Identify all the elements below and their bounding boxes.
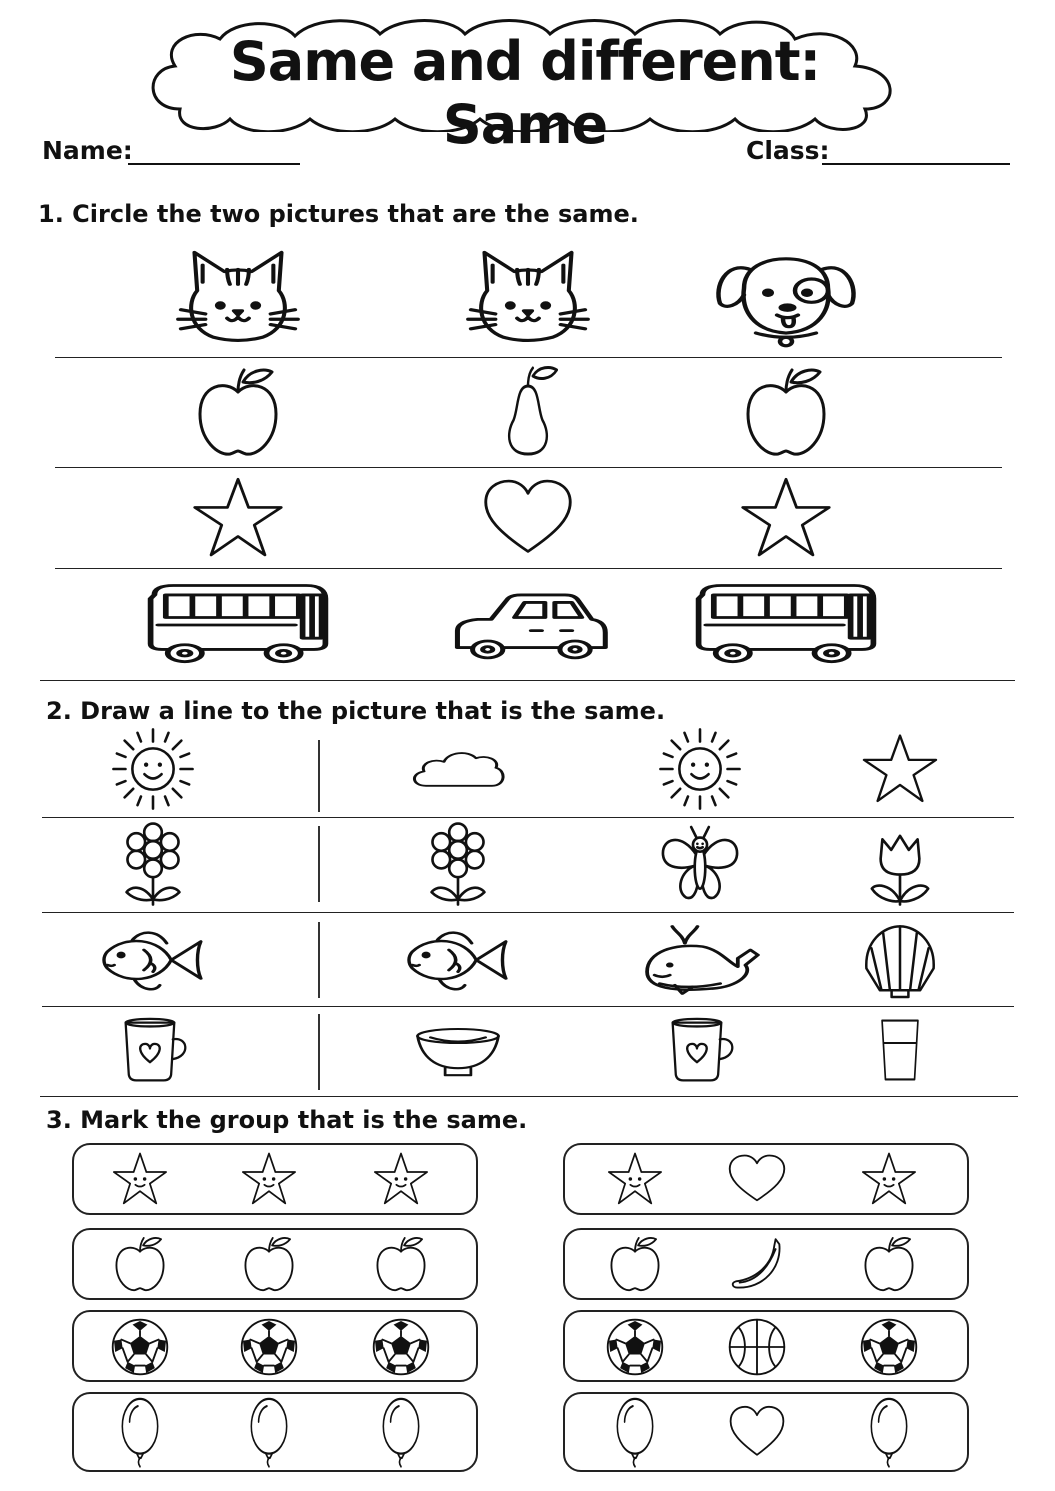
fish-icon[interactable] [401,918,515,1002]
balloon-icon [243,1396,295,1468]
car-icon [444,578,612,672]
balloon-icon[interactable] [375,1396,427,1468]
apple-icon[interactable] [858,1233,920,1295]
soccer-ball-icon [604,1316,666,1378]
bus-icon[interactable] [143,578,333,672]
heart-icon [480,474,576,562]
heart-icon[interactable] [480,474,576,562]
heart-icon [727,1402,787,1462]
shell-icon[interactable] [858,918,942,1002]
column-separator [318,1014,320,1090]
apple-icon [109,1233,171,1295]
section-divider [40,1096,1018,1097]
mug-icon [662,1012,738,1088]
column-separator [318,826,320,902]
basketball-icon [726,1316,788,1378]
glass-icon [872,1015,928,1085]
apple-icon [370,1233,432,1295]
balloon-icon [609,1396,661,1468]
class-field[interactable] [822,163,1010,165]
soccer-ball-icon[interactable] [109,1316,171,1378]
bowl-icon[interactable] [412,1015,504,1085]
banana-icon [726,1233,788,1295]
tulip-icon [856,820,944,908]
soccer-ball-icon[interactable] [238,1316,300,1378]
fish-icon [401,918,515,1002]
flower-icon [414,820,502,908]
butterfly-icon[interactable] [656,820,744,908]
sun-icon[interactable] [657,726,743,812]
section1-instruction: 1. Circle the two pictures that are the same. [38,200,639,228]
heart-icon [726,1151,788,1207]
balloon-icon[interactable] [114,1396,166,1468]
mug-icon [115,1012,191,1088]
whale-icon [637,918,763,1002]
cat-face-icon [460,244,596,350]
apple-icon[interactable] [604,1233,666,1295]
section2-divider [42,817,1014,818]
apple-icon [858,1233,920,1295]
soccer-ball-icon [370,1316,432,1378]
smiley-star-icon[interactable] [860,1150,918,1208]
balloon-icon[interactable] [863,1396,915,1468]
smiley-star-icon[interactable] [606,1150,664,1208]
soccer-ball-icon[interactable] [604,1316,666,1378]
balloon-icon[interactable] [609,1396,661,1468]
soccer-ball-icon [858,1316,920,1378]
bowl-icon [412,1015,504,1085]
smiley-star-icon[interactable] [111,1150,169,1208]
apple-icon [604,1233,666,1295]
section3-instruction: 3. Mark the group that is the same. [46,1106,528,1134]
apple-icon [188,362,288,462]
flower-icon[interactable] [109,820,197,908]
section-divider [40,680,1015,681]
section1-divider [55,568,1002,569]
banana-icon[interactable] [726,1233,788,1295]
flower-icon[interactable] [414,820,502,908]
pear-icon[interactable] [488,362,568,462]
section1-divider [55,467,1002,468]
class-label: Class: [746,136,830,165]
sun-icon [110,726,196,812]
balloon-icon [114,1396,166,1468]
cat-face-icon[interactable] [170,244,306,350]
soccer-ball-icon[interactable] [370,1316,432,1378]
smiley-star-icon [860,1150,918,1208]
star-icon [860,731,940,807]
mug-icon[interactable] [662,1012,738,1088]
tulip-icon[interactable] [856,820,944,908]
column-separator [318,740,320,812]
bus-icon [691,578,881,672]
basketball-icon[interactable] [726,1316,788,1378]
smiley-star-icon [240,1150,298,1208]
soccer-ball-icon[interactable] [858,1316,920,1378]
section2-divider [42,1006,1014,1007]
apple-icon[interactable] [370,1233,432,1295]
balloon-icon [863,1396,915,1468]
balloon-icon [375,1396,427,1468]
dog-face-icon [711,244,861,350]
smiley-star-icon [606,1150,664,1208]
balloon-icon[interactable] [243,1396,295,1468]
cat-face-icon [170,244,306,350]
apple-icon[interactable] [109,1233,171,1295]
apple-icon[interactable] [736,362,836,462]
name-field[interactable] [128,163,300,165]
star-icon[interactable] [738,474,834,562]
name-label: Name: [42,136,133,165]
smiley-star-icon[interactable] [240,1150,298,1208]
column-separator [318,922,320,998]
whale-icon[interactable] [637,918,763,1002]
bus-icon[interactable] [691,578,881,672]
star-icon[interactable] [860,731,940,807]
cloud-icon[interactable] [408,739,508,799]
shell-icon [858,918,942,1002]
glass-icon[interactable] [872,1015,928,1085]
section2-divider [42,912,1014,913]
apple-icon[interactable] [238,1233,300,1295]
flower-icon [109,820,197,908]
sun-icon [657,726,743,812]
smiley-star-icon [111,1150,169,1208]
car-icon[interactable] [444,578,612,672]
section2-instruction: 2. Draw a line to the picture that is the same. [46,697,666,725]
cat-face-icon[interactable] [460,244,596,350]
heart-icon[interactable] [726,1151,788,1207]
page-title: Same and different: Same [229,30,821,156]
sun-icon[interactable] [110,726,196,812]
star-icon [738,474,834,562]
star-icon[interactable] [190,474,286,562]
apple-icon [238,1233,300,1295]
soccer-ball-icon [109,1316,171,1378]
soccer-ball-icon [238,1316,300,1378]
fish-icon[interactable] [96,918,210,1002]
smiley-star-icon[interactable] [372,1150,430,1208]
apple-icon [736,362,836,462]
fish-icon [96,918,210,1002]
dog-face-icon[interactable] [711,244,861,350]
butterfly-icon [656,820,744,908]
smiley-star-icon [372,1150,430,1208]
pear-icon [488,362,568,462]
apple-icon[interactable] [188,362,288,462]
bus-icon [143,578,333,672]
heart-icon[interactable] [727,1402,787,1462]
mug-icon[interactable] [115,1012,191,1088]
section1-divider [55,357,1002,358]
cloud-icon [408,739,508,799]
star-icon [190,474,286,562]
